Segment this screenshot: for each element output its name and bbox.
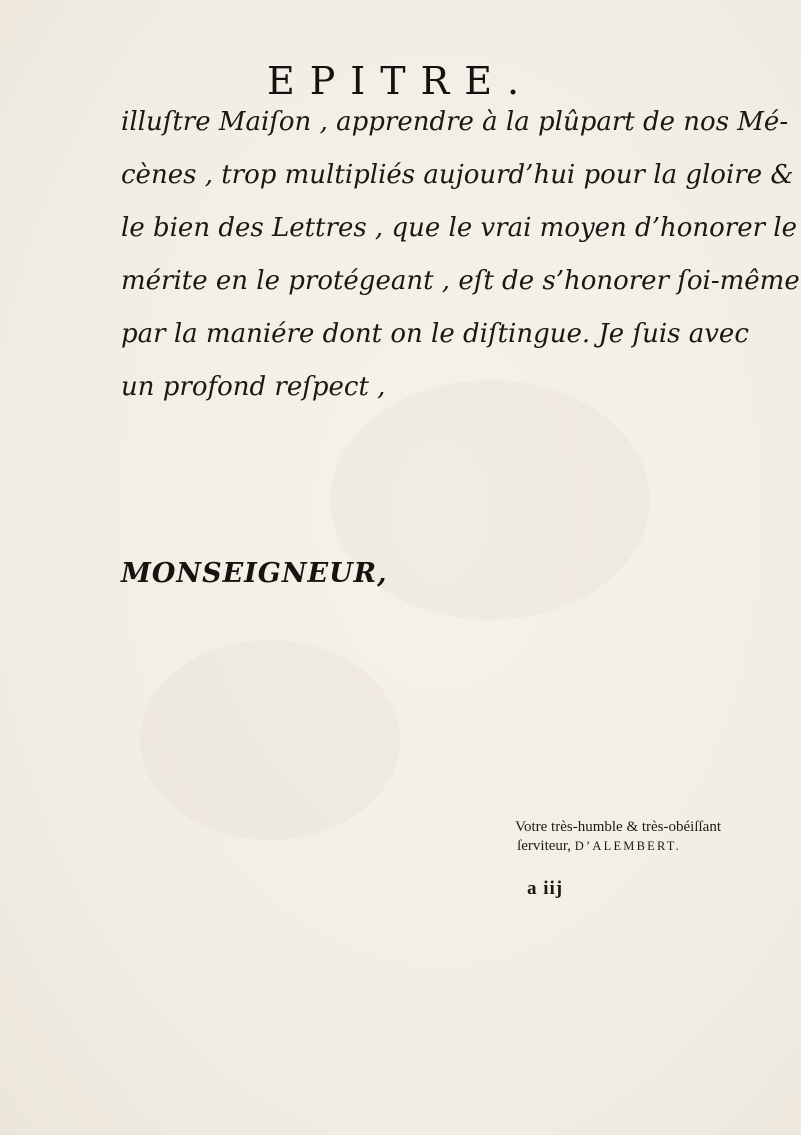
signature-name: D’ALEMBERT.	[574, 839, 681, 853]
text-line: illuſtre Maiſon , apprendre à la plûpart de nos Mé-	[121, 107, 789, 137]
paper-stain	[140, 640, 400, 840]
signature-block	[515, 818, 721, 856]
signature-prefix: ſerviteur,	[517, 838, 575, 854]
text-line: par la maniére dont on le diſtingue. Je ſuis avec	[121, 319, 749, 349]
body-text	[121, 96, 800, 414]
text-line: cènes , trop multipliés aujourd’hui pour la gloire &	[121, 160, 794, 190]
text-line: mérite en le protégeant , eſt de s’honorer ſoi-même	[121, 266, 800, 296]
text-line: le bien des Lettres , que le vrai moyen d’honorer le	[121, 213, 797, 243]
signature-line-1: Votre très-humble & très-obéiſſant	[515, 819, 721, 835]
signature-mark: a iij	[527, 878, 564, 899]
running-head: EPITRE.	[266, 59, 535, 103]
signature-line-2	[515, 837, 721, 856]
text-line: un profond reſpect ,	[121, 372, 386, 402]
salutation: MONSEIGNEUR,	[121, 558, 388, 589]
